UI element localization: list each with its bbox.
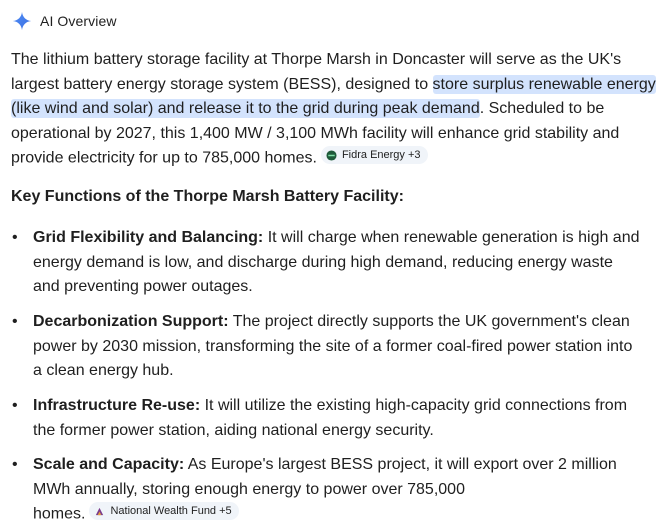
list-item-text: It will utilize the existing high-capacity grid connections from the former power station, aiding national energy security. (33, 397, 628, 439)
bullet-dot: • (12, 229, 18, 246)
list-item-heading: Grid Flexibility and Balancing: (33, 229, 264, 246)
list-item-heading: Scale and Capacity: (33, 456, 185, 473)
ai-overview-header (12, 10, 117, 32)
list-item (11, 226, 643, 300)
intro-text-continued: . Scheduled to be operational by 2027, this 1,400 MW / 3,100 MWh facility will enhance grid stability and provide electricity for up to 785,000 homes. (11, 100, 620, 167)
source-favicon-icon (94, 506, 105, 517)
list-item (11, 394, 643, 443)
source-chip-nwf[interactable] (89, 502, 238, 520)
list-item-text: As Europe's largest BESS project, it will export over 2 million MWh annually, storing enough energy to power over 785,000 (33, 456, 617, 498)
list-item (11, 453, 643, 524)
bullet-dot: • (12, 456, 18, 473)
highlighted-passage[interactable]: store surplus renewable energy (like wind and solar) and release it to the grid during peak demand (11, 75, 656, 117)
list-item-text-end: homes. (33, 505, 86, 523)
source-chip-label: Fidra Energy +3 (341, 149, 421, 161)
bullet-dot: • (12, 397, 18, 414)
list-item-text: It will charge when renewable generation is high and energy demand is low, and discharge during high demand, reducing energy waste and preventing power outages. (33, 229, 640, 295)
list-item-heading: Decarbonization Support: (33, 313, 229, 330)
list-item-text: The project directly supports the UK government's clean power by 2030 mission, transforming the site of a former coal-fired power station into a clean energy hub. (33, 313, 633, 379)
list-item (11, 310, 643, 384)
section-heading: Key Functions of the Thorpe Marsh Battery Facility: (11, 188, 404, 205)
bullet-dot: • (12, 313, 18, 330)
source-chip-label: National Wealth Fund +5 (110, 505, 232, 517)
source-chip-fidra[interactable] (321, 146, 428, 164)
ai-overview-title: AI Overview (40, 13, 117, 29)
list-item-heading: Infrastructure Re-use: (33, 397, 201, 414)
source-favicon-icon (326, 150, 337, 161)
intro-text: The lithium battery storage facility at Thorpe Marsh in Doncaster will serve as the UK's largest battery energy storage system (BESS), designed to (11, 51, 622, 93)
sparkle-icon (12, 11, 32, 31)
overview-paragraph (11, 48, 659, 171)
